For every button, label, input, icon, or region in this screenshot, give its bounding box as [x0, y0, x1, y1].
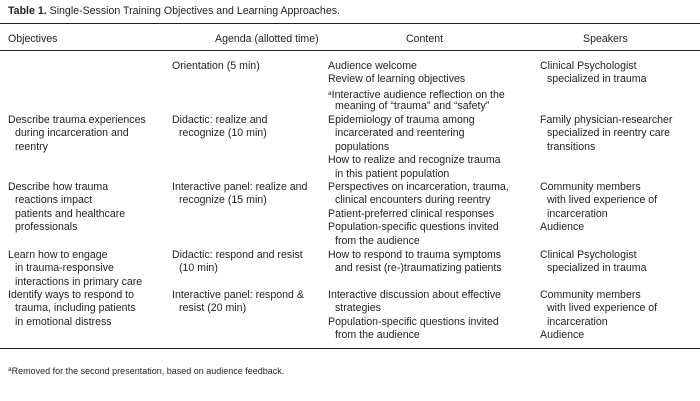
cell-line — [328, 60, 505, 73]
cell-line — [540, 289, 657, 302]
cell-line — [328, 208, 509, 221]
cell-line — [172, 194, 307, 207]
cell-line — [328, 289, 501, 302]
cell-text: Interactive audience reflection on the — [331, 88, 505, 101]
cell-line — [8, 127, 146, 140]
cell-agenda — [172, 289, 304, 316]
cell-text: specialized in reentry care — [547, 127, 671, 140]
cell-agenda — [172, 114, 267, 141]
cell-text: transitions — [547, 140, 596, 153]
cell-line — [8, 289, 136, 302]
cell-text: from the audience — [335, 329, 420, 342]
cell-line — [540, 302, 657, 315]
cell-line — [8, 181, 125, 194]
cell-text: recognize (15 min) — [179, 194, 267, 207]
cell-text: Learn how to engage — [8, 249, 108, 261]
cell-line — [8, 249, 142, 262]
cell-line — [8, 114, 146, 127]
cell-line — [540, 141, 672, 154]
cell-line — [540, 194, 657, 207]
cell-text: Review of learning objectives — [328, 73, 466, 86]
cell-text: from the audience — [335, 234, 420, 247]
cell-text: Interactive panel: respond & — [172, 289, 304, 301]
cell-text: resist (20 min) — [179, 302, 247, 315]
cell-text: Epidemiology of trauma among — [328, 114, 475, 126]
cell-line — [328, 87, 505, 100]
cell-line — [172, 181, 307, 194]
cell-text: in emotional distress — [15, 315, 112, 328]
cell-content — [328, 249, 502, 276]
cell-text: during incarceration and — [15, 127, 129, 140]
cell-line — [328, 221, 509, 234]
cell-text: in trauma-responsive — [15, 262, 114, 275]
cell-text: patients and healthcare — [15, 207, 126, 220]
cell-line — [540, 329, 657, 342]
cell-line — [8, 262, 142, 275]
cell-text: incarceration — [547, 207, 608, 220]
cell-line — [172, 114, 267, 127]
table-footnote — [8, 366, 284, 376]
cell-line — [540, 60, 647, 73]
cell-text: with lived experience of — [547, 302, 658, 315]
cell-line — [540, 114, 672, 127]
cell-text: incarcerated and reentering — [335, 127, 465, 140]
header-rule — [0, 50, 700, 51]
cell-line — [172, 262, 303, 275]
footnote-marker: a — [328, 89, 332, 97]
cell-line — [328, 249, 502, 262]
cell-content — [328, 114, 501, 181]
header-content: Content — [406, 33, 444, 45]
cell-speakers — [540, 60, 647, 87]
cell-agenda — [172, 181, 307, 208]
cell-text: Didactic: realize and — [172, 114, 268, 126]
cell-text: clinical encounters during reentry — [335, 194, 491, 207]
cell-text: Population-specific questions invited — [328, 315, 499, 328]
bottom-rule — [0, 348, 700, 349]
cell-speakers — [540, 249, 647, 276]
cell-agenda — [172, 249, 303, 276]
cell-content — [328, 181, 509, 248]
cell-text: reactions impact — [15, 194, 93, 207]
cell-line — [8, 316, 136, 329]
cell-speakers — [540, 114, 672, 154]
cell-text: Interactive panel: realize and — [172, 181, 308, 193]
table-caption — [8, 5, 340, 18]
cell-text: and resist (re-)traumatizing patients — [335, 262, 502, 275]
cell-line — [8, 276, 142, 289]
cell-text: incarceration — [547, 315, 608, 328]
cell-line — [328, 181, 509, 194]
cell-line — [540, 208, 657, 221]
cell-line — [8, 194, 125, 207]
footnote-text: Removed for the second presentation, based on audience feedback. — [11, 366, 285, 376]
cell-line — [328, 194, 509, 207]
cell-line — [172, 60, 260, 73]
header-agenda: Agenda (allotted time) — [215, 33, 319, 45]
cell-text: specialized in trauma — [547, 73, 647, 86]
cell-line — [328, 127, 501, 140]
footnote-marker: a — [8, 366, 12, 373]
cell-text: specialized in trauma — [547, 262, 647, 275]
cell-line — [540, 73, 647, 86]
cell-text: Audience welcome — [328, 60, 417, 72]
cell-speakers — [540, 181, 657, 235]
cell-objectives — [8, 114, 146, 154]
header-objectives: Objectives — [8, 33, 58, 45]
cell-objectives — [8, 289, 136, 329]
cell-line — [540, 127, 672, 140]
cell-text: (10 min) — [179, 262, 218, 275]
cell-text: Community members — [540, 289, 641, 301]
cell-line — [328, 154, 501, 167]
cell-text: Perspectives on incarceration, trauma, — [328, 181, 509, 193]
cell-agenda — [172, 60, 260, 73]
cell-text: with lived experience of — [547, 194, 658, 207]
cell-content — [328, 60, 505, 114]
cell-line — [172, 127, 267, 140]
cell-line — [328, 114, 501, 127]
cell-line — [8, 221, 125, 234]
cell-line — [328, 73, 505, 86]
cell-text: recognize (10 min) — [179, 127, 267, 140]
cell-text: meaning of “trauma” and “safety” — [335, 100, 490, 113]
cell-text: reentry — [15, 140, 48, 153]
cell-text: Community members — [540, 181, 641, 193]
cell-text: Audience — [540, 329, 585, 342]
cell-text: in this patient population — [335, 167, 450, 180]
cell-objectives — [8, 249, 142, 289]
cell-line — [540, 316, 657, 329]
cell-line — [328, 235, 509, 248]
cell-speakers — [540, 289, 657, 343]
cell-text: Family physician-researcher — [540, 114, 673, 126]
cell-text: Clinical Psychologist — [540, 60, 637, 72]
cell-text: Describe how trauma — [8, 181, 109, 193]
cell-content — [328, 289, 501, 343]
cell-text: Didactic: respond and resist — [172, 249, 303, 261]
cell-text: Interactive discussion about effective — [328, 289, 501, 301]
cell-line — [540, 181, 657, 194]
cell-line — [540, 221, 657, 234]
cell-text: interactions in primary care — [15, 275, 143, 288]
cell-text: trauma, including patients — [15, 302, 136, 315]
cell-text: professionals — [15, 221, 78, 234]
cell-line — [8, 141, 146, 154]
table-label: Table 1. — [8, 5, 47, 17]
cell-text: strategies — [335, 302, 381, 315]
cell-line — [328, 302, 501, 315]
cell-text: Describe trauma experiences — [8, 114, 146, 126]
cell-text: How to respond to trauma symptoms — [328, 249, 502, 261]
header-speakers: Speakers — [583, 33, 628, 45]
cell-line — [328, 168, 501, 181]
cell-text: Identify ways to respond to — [8, 289, 135, 301]
cell-text: Audience — [540, 221, 585, 234]
cell-line — [328, 262, 502, 275]
cell-line — [328, 316, 501, 329]
cell-line — [172, 249, 303, 262]
cell-line — [540, 262, 647, 275]
cell-line — [328, 100, 505, 113]
cell-line — [328, 329, 501, 342]
top-rule — [0, 23, 700, 24]
cell-text: Patient-preferred clinical responses — [328, 207, 495, 220]
cell-line — [8, 208, 125, 221]
cell-text: Orientation (5 min) — [172, 60, 260, 72]
cell-line — [540, 249, 647, 262]
cell-text: populations — [335, 140, 390, 153]
cell-objectives — [8, 181, 125, 235]
cell-text: Population-specific questions invited — [328, 221, 499, 234]
table-title: Single-Session Training Objectives and Learning Approaches. — [49, 5, 340, 17]
cell-line — [8, 302, 136, 315]
cell-line — [172, 302, 304, 315]
cell-line — [172, 289, 304, 302]
cell-text: How to realize and recognize trauma — [328, 154, 501, 167]
cell-line — [328, 141, 501, 154]
cell-text: Clinical Psychologist — [540, 249, 637, 261]
